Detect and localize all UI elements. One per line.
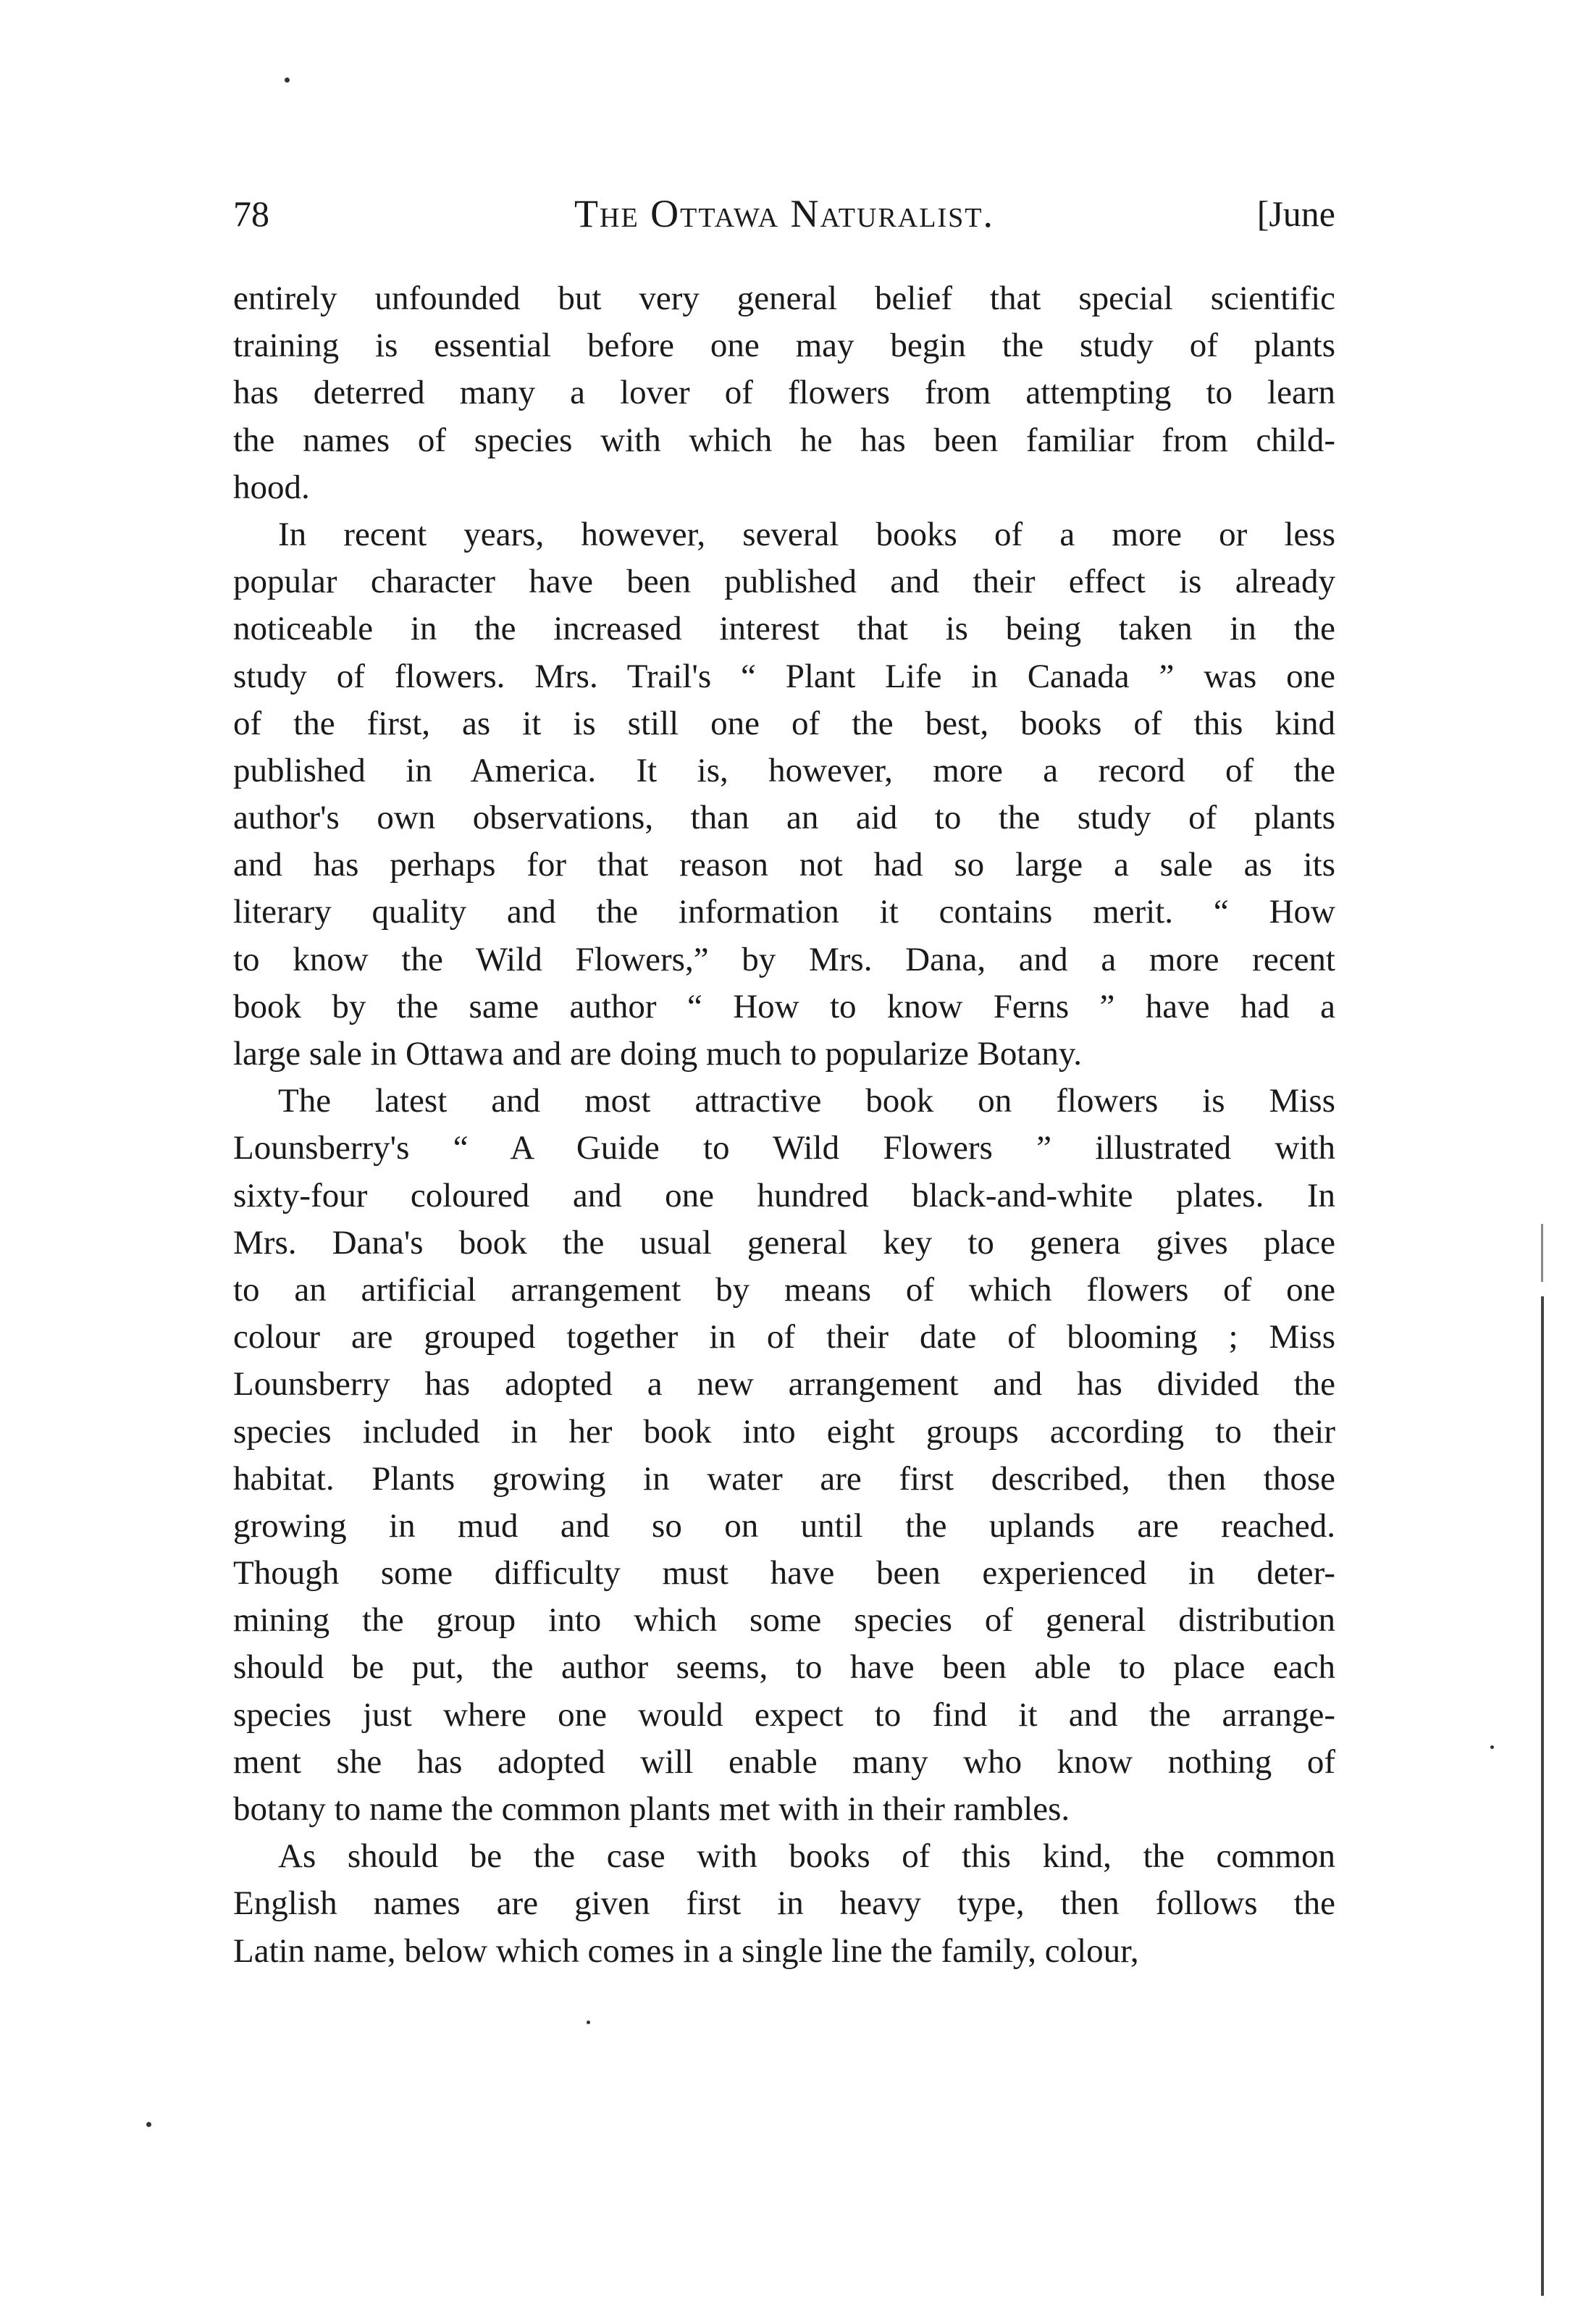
text-line: should be put, the author seems, to have been able to place each — [233, 1648, 1335, 1687]
text-line: noticeable in the increased interest that is being taken in the — [233, 610, 1335, 648]
binding-shadow — [1541, 1224, 1543, 1282]
text-line: As should be the case with books of this kind, the common — [278, 1837, 1335, 1876]
text-line: the names of species with which he has been familiar from child- — [233, 421, 1335, 459]
binding-shadow — [1541, 1296, 1544, 2296]
text-line: study of flowers. Mrs. Trail's “ Plant Life in Canada ” was one — [233, 657, 1335, 695]
text-line: of the first, as it is still one of the best, books of this kind — [233, 704, 1335, 742]
text-line: In recent years, however, several books of a more or less — [278, 515, 1335, 553]
text-line: published in America. It is, however, more a record of the — [233, 751, 1335, 789]
text-line: Latin name, below which comes in a single line the family, colour, — [233, 1931, 1139, 1970]
text-line: hood. — [233, 468, 310, 506]
text-line: Though some difficulty must have been experienced in deter- — [233, 1554, 1335, 1593]
text-line: to an artificial arrangement by means of which flowers of one — [233, 1270, 1335, 1309]
text-line: mining the group into which some species of general distribution — [233, 1601, 1335, 1640]
text-line: English names are given first in heavy type, then follows the — [233, 1884, 1335, 1923]
text-line: training is essential before one may begin the study of plants — [233, 327, 1335, 365]
text-line: species included in her book into eight groups according to their — [233, 1412, 1335, 1451]
text-line: entirely unfounded but very general belief that special scientific — [233, 280, 1335, 317]
text-line: The latest and most attractive book on flowers is Miss — [278, 1082, 1335, 1120]
text-line: book by the same author “ How to know Ferns ” have had a — [233, 987, 1335, 1025]
text-line: botany to name the common plants met with in their rambles. — [233, 1790, 1070, 1828]
text-line: to know the Wild Flowers,” by Mrs. Dana, and a more recent — [233, 940, 1335, 978]
text-line: Lounsberry's “ A Guide to Wild Flowers ” illustrated with — [233, 1129, 1335, 1167]
text-line: ment she has adopted will enable many who know nothing of — [233, 1742, 1335, 1781]
text-line: colour are grouped together in of their date of blooming ; Miss — [233, 1318, 1335, 1356]
scan-speck — [285, 77, 290, 83]
paragraph — [233, 1833, 1335, 1975]
text-line: sixty-four coloured and one hundred black-and-white plates. In — [233, 1176, 1335, 1215]
paragraph — [233, 275, 1335, 511]
text-line: Mrs. Dana's book the usual general key to genera gives place — [233, 1223, 1335, 1262]
text-line: author's own observations, than an aid to the study of plants — [233, 799, 1335, 837]
scan-speck — [587, 2021, 590, 2024]
text-line: and has perhaps for that reason not had so large a sale as its — [233, 846, 1335, 884]
text-line: species just where one would expect to find it and the arrange- — [233, 1695, 1335, 1734]
text-line: growing in mud and so on until the uplands are reached. — [233, 1506, 1335, 1545]
running-title: The Ottawa Naturalist. — [574, 192, 994, 235]
scan-speck — [146, 2122, 151, 2127]
paragraph — [233, 1078, 1335, 1833]
text-line: Lounsberry has adopted a new arrangement and has divided the — [233, 1365, 1335, 1404]
text-line: popular character have been published and their effect is already — [233, 563, 1335, 601]
running-header — [233, 185, 1335, 243]
text-line: has deterred many a lover of flowers from attempting to learn — [233, 374, 1335, 412]
issue-month: [June — [1256, 193, 1335, 234]
paragraph — [233, 511, 1335, 1078]
text-line: literary quality and the information it contains merit. “ How — [233, 893, 1335, 931]
scan-speck — [1490, 1745, 1494, 1749]
article-body — [233, 275, 1335, 1975]
page-number: 78 — [233, 193, 269, 234]
text-line: large sale in Ottawa and are doing much to popularize Botany. — [233, 1035, 1083, 1073]
text-line: habitat. Plants growing in water are first described, then those — [233, 1459, 1335, 1498]
